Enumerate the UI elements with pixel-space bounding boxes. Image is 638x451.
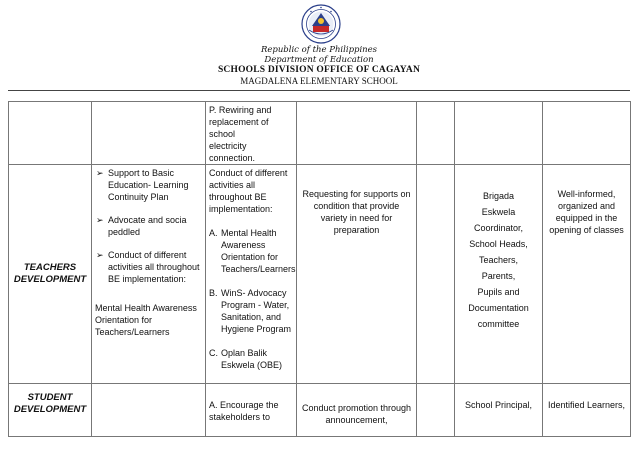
list-item bbox=[209, 227, 294, 275]
strategy-list bbox=[92, 165, 205, 285]
activities-cell bbox=[206, 384, 297, 437]
activity-line: electricity connection. bbox=[209, 141, 256, 163]
outcome-text: Identified Learners, bbox=[547, 400, 626, 410]
development-plan-table bbox=[8, 101, 631, 437]
person-line: School Heads, bbox=[469, 239, 528, 249]
table-cell bbox=[297, 102, 417, 165]
table-row bbox=[9, 102, 631, 165]
list-item bbox=[209, 347, 294, 371]
table-cell bbox=[417, 102, 455, 165]
item-text: Mental Health Awareness Orientation for Teachers/Learners bbox=[221, 228, 296, 274]
activity-line: replacement of school bbox=[209, 117, 269, 139]
list-item: ➢ Conduct of different activities all throughout BE implementation: bbox=[96, 249, 205, 285]
person-line: Parents, bbox=[481, 271, 516, 281]
persons-cell bbox=[455, 384, 543, 437]
item-text: Oplan Balik Eskwela (OBE) bbox=[221, 348, 283, 370]
activity-cell bbox=[206, 102, 297, 165]
table-cell bbox=[543, 102, 631, 165]
outcome-text: Well-informed, organized and equipped in the opening of classes bbox=[549, 189, 624, 235]
strategy-note: Mental Health Awareness Orientation for Teachers/Learners bbox=[95, 303, 197, 337]
school-heading: MAGDALENA ELEMENTARY SCHOOL bbox=[240, 76, 398, 86]
activity-text: A. Encourage the stakeholders to bbox=[209, 400, 279, 422]
item-label: C. bbox=[209, 348, 218, 358]
area-cell: TEACHERS DEVELOPMENT bbox=[9, 165, 92, 384]
table-cell bbox=[417, 165, 455, 384]
person-line: Brigada bbox=[482, 191, 515, 201]
table-cell bbox=[92, 384, 206, 437]
division-heading: SCHOOLS DIVISION OFFICE OF CAGAYAN bbox=[217, 65, 421, 75]
outcome-cell bbox=[543, 165, 631, 384]
person-line: Teachers, bbox=[478, 255, 519, 265]
department-heading: Department of Education bbox=[264, 55, 374, 65]
outcome-cell bbox=[543, 384, 631, 437]
activities-intro: Conduct of different activities all throughout BE implementation: bbox=[209, 168, 288, 214]
person-line: Documentation bbox=[468, 303, 529, 313]
table-cell bbox=[9, 102, 92, 165]
area-cell: STUDENT DEVELOPMENT bbox=[9, 384, 92, 437]
resources-text: Conduct promotion through announcement, bbox=[301, 403, 412, 425]
header-divider bbox=[8, 90, 630, 91]
person-line: Coordinator, bbox=[473, 223, 524, 233]
table-cell bbox=[417, 384, 455, 437]
table-cell bbox=[92, 102, 206, 165]
resources-cell bbox=[297, 384, 417, 437]
list-item: ➢ Advocate and socia peddled bbox=[96, 214, 205, 238]
item-label: A. bbox=[209, 228, 218, 238]
resources-cell bbox=[297, 165, 417, 384]
resources-text: Requesting for supports on condition that provide variety in need for preparation bbox=[302, 189, 411, 235]
strategies-cell bbox=[92, 165, 206, 384]
item-text: WinS- Advocacy Program - Water, Sanitation, and Hygiene Program bbox=[221, 288, 292, 334]
item-label: B. bbox=[209, 288, 218, 298]
persons-text: School Principal, bbox=[464, 400, 533, 410]
list-item bbox=[209, 287, 294, 335]
activity-line: P. Rewiring and bbox=[209, 105, 272, 115]
republic-heading: Republic of the Philippines bbox=[260, 45, 378, 55]
deped-seal-icon bbox=[301, 4, 341, 44]
table-row bbox=[9, 165, 631, 384]
person-line: committee bbox=[477, 319, 520, 329]
list-item: ➢ Support to Basic Education- Learning Continuity Plan bbox=[96, 167, 205, 203]
table-row bbox=[9, 384, 631, 437]
table-cell bbox=[455, 102, 543, 165]
person-line: Eskwela bbox=[481, 207, 516, 217]
person-line: Pupils and bbox=[477, 287, 520, 297]
persons-cell bbox=[455, 165, 543, 384]
activities-cell bbox=[206, 165, 297, 384]
